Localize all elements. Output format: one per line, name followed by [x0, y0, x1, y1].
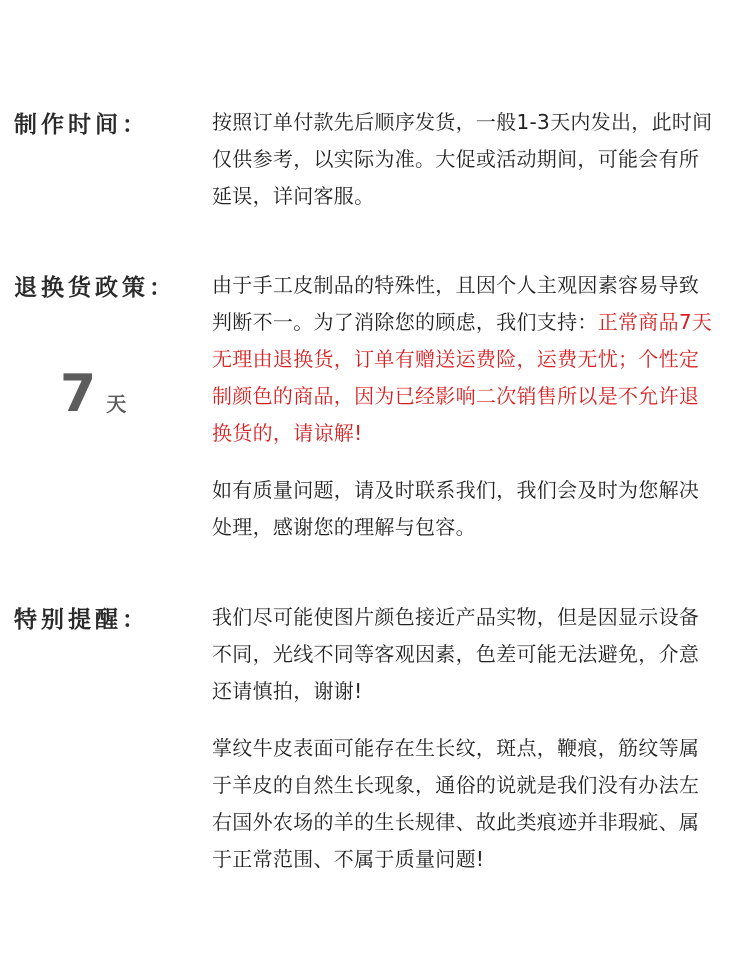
- special-reminder-paragraph-1: 我们尽可能使图片颜色接近产品实物，但是因显示设备不同，光线不同等客观因素，色差可能无法避免，介意还请慎拍，谢谢!: [212, 605, 700, 703]
- production-time-paragraph: 按照订单付款先后顺序发货，一般1-3天内发出，此时间仅供参考，以实际为准。大促或活动期间，可能会有所延误，详问客服。: [212, 110, 713, 208]
- return-policy-paragraph-2: 如有质量问题，请及时联系我们，我们会及时为您解决处理，感谢您的理解与包容。: [212, 478, 700, 539]
- special-reminder-paragraph-2: 掌纹牛皮表面可能存在生长纹，斑点，鞭痕，筋纹等属于羊皮的自然生长现象，通俗的说就是我们没有办法左右国外农场的羊的生长规律、故此类痕迹并非瑕疵、属于正常范围、不属于质量问题!: [212, 736, 700, 871]
- days-number: 7: [60, 364, 97, 424]
- production-time-label: 制作时间：: [14, 112, 149, 138]
- return-policy-highlight: 正常商品7天无理由退换货，订单有赠送运费险，运费无忧；个性定制颜色的商品，因为已经影响二次销售所以是不允许退换货的，请谅解!: [212, 310, 713, 445]
- return-policy-lead: 由于手工皮制品的特殊性，且因个人主观因素容易导致判断不一。为了消除您的顾虑，我们支持：: [212, 273, 700, 334]
- return-policy-text: [212, 267, 718, 546]
- production-time-text: [212, 104, 718, 215]
- return-policy-paragraph-1: [212, 267, 718, 452]
- special-reminder-label: 特别提醒：: [14, 607, 149, 633]
- special-reminder-text: [212, 599, 718, 878]
- return-policy-label: 退换货政策：: [14, 275, 176, 301]
- seven-day-badge: [60, 366, 126, 422]
- days-unit: 天: [106, 392, 127, 416]
